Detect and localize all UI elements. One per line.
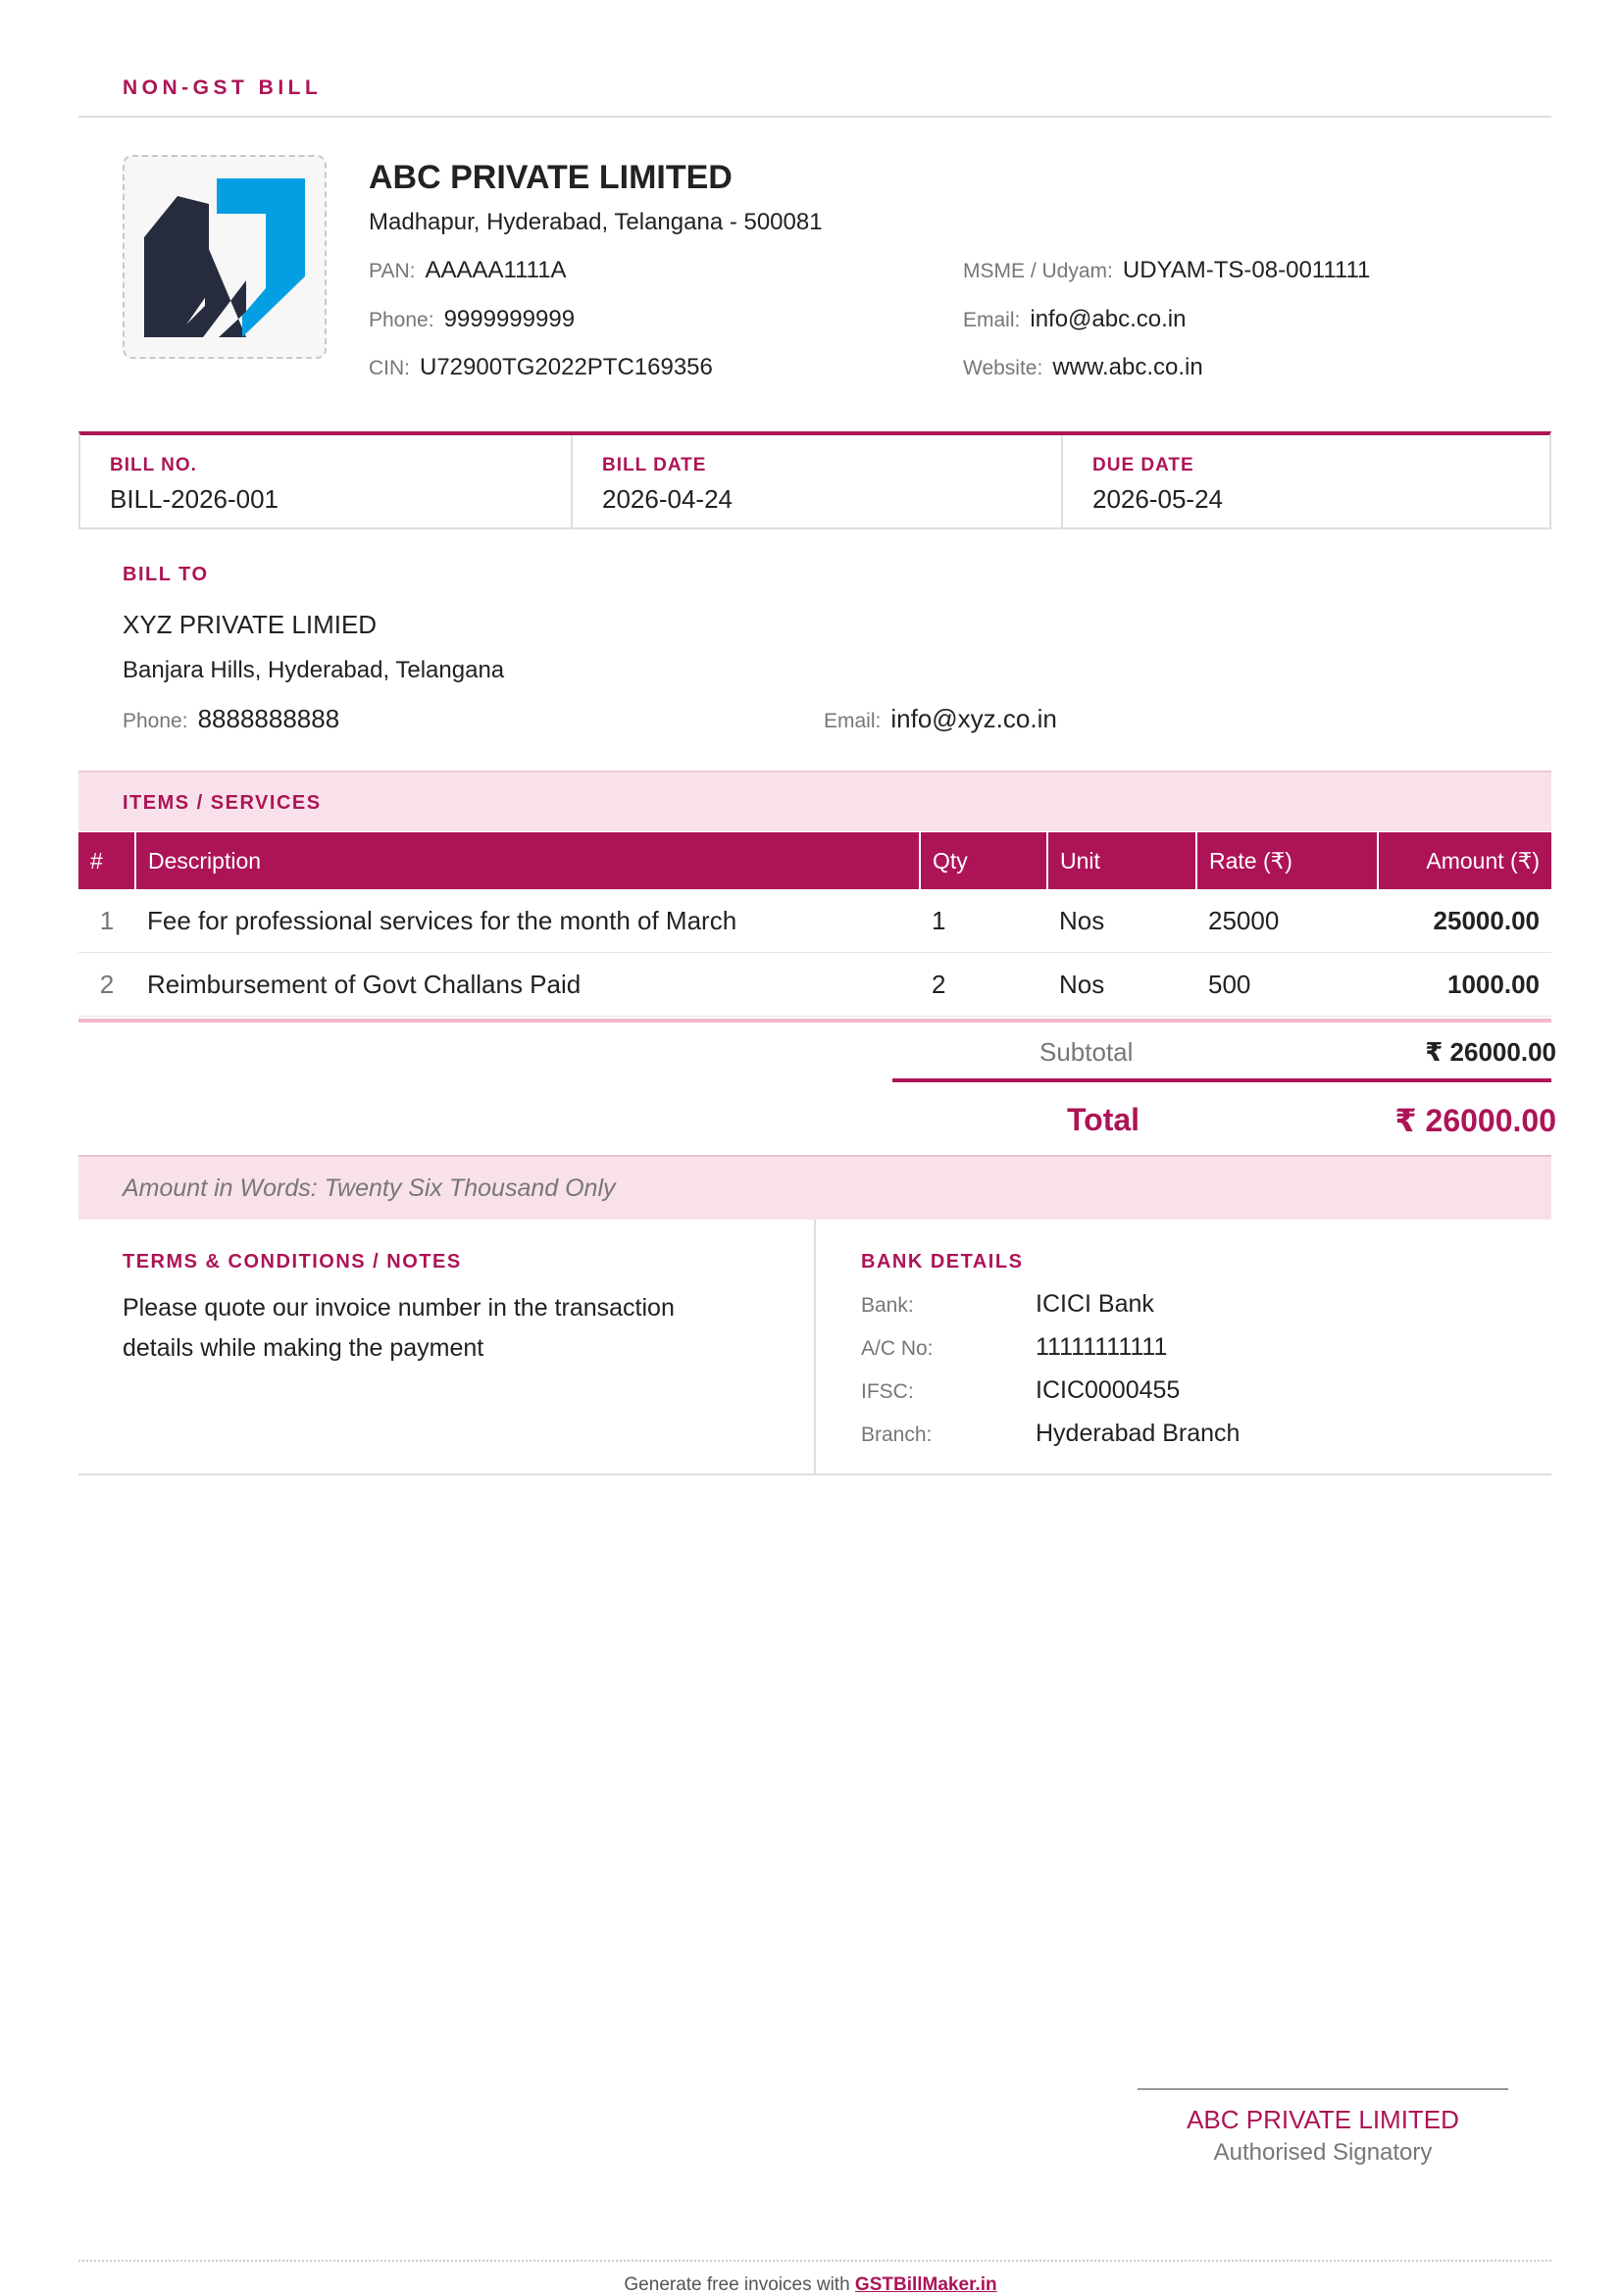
bill-no-label: BILL NO. <box>110 455 197 475</box>
bank-ifsc-row <box>861 1376 1180 1405</box>
total-divider <box>892 1078 1551 1082</box>
bill-date-label: BILL DATE <box>602 455 707 475</box>
client-phone-value: 8888888888 <box>197 704 340 733</box>
due-date-cell <box>1061 435 1549 527</box>
items-table-end-rule <box>78 1019 1551 1023</box>
bank-branch-value: Hyderabad Branch <box>1036 1420 1241 1447</box>
phone-value: 9999999999 <box>443 306 576 332</box>
bill-to-label: BILL TO <box>123 564 209 585</box>
company-logo-icon <box>144 178 305 337</box>
col-header-qty: Qty <box>920 832 1047 889</box>
bank-ifsc-value: ICIC0000455 <box>1036 1376 1181 1404</box>
bill-no-cell <box>80 435 571 527</box>
signature-line <box>1138 2088 1508 2090</box>
item-num: 2 <box>78 953 135 1017</box>
items-header-row <box>78 832 1551 889</box>
website-value: www.abc.co.in <box>1052 354 1203 380</box>
client-phone <box>123 704 339 734</box>
bank-ac-value: 11111111111 <box>1036 1333 1168 1361</box>
items-table <box>78 832 1551 1017</box>
terms-text: Please quote our invoice number in the transaction details while making the payment <box>123 1294 675 1362</box>
bank-ac-row <box>861 1333 1167 1362</box>
pan-label: PAN: <box>369 260 416 282</box>
terms-label: TERMS & CONDITIONS / NOTES <box>123 1251 462 1273</box>
bank-name-row <box>861 1290 1154 1319</box>
bank-details-label: BANK DETAILS <box>861 1251 1024 1273</box>
col-header-num: # <box>78 832 135 889</box>
item-qty: 2 <box>920 953 1047 1017</box>
amount-in-words-band <box>78 1155 1551 1220</box>
msme-value: UDYAM-TS-08-0011111 <box>1122 257 1371 283</box>
item-unit: Nos <box>1047 953 1196 1017</box>
cin-label: CIN: <box>369 357 410 379</box>
total-value: ₹ 26000.00 <box>1394 1103 1556 1138</box>
bill-date-value: 2026-04-24 <box>602 484 733 514</box>
due-date-value: 2026-05-24 <box>1092 484 1223 514</box>
company-website <box>963 354 1203 381</box>
items-section-header <box>78 771 1551 831</box>
item-amount: 25000.00 <box>1378 889 1551 953</box>
footer-link[interactable]: GSTBillMaker.in <box>854 2274 997 2295</box>
col-header-description: Description <box>135 832 920 889</box>
bank-branch-label: Branch: <box>861 1423 933 1446</box>
client-phone-label: Phone: <box>123 710 188 732</box>
item-qty: 1 <box>920 889 1047 953</box>
signature-role: Authorised Signatory <box>1213 2139 1433 2166</box>
email-label: Email: <box>963 309 1021 331</box>
details-bottom-divider <box>78 1473 1551 1475</box>
signature-company: ABC PRIVATE LIMITED <box>1187 2105 1459 2134</box>
company-logo <box>123 155 327 359</box>
document-type-label: NON-GST BILL <box>123 76 323 99</box>
client-name: XYZ PRIVATE LIMIED <box>123 610 378 639</box>
website-label: Website: <box>963 357 1043 379</box>
client-email-label: Email: <box>824 710 882 732</box>
client-address: Banjara Hills, Hyderabad, Telangana <box>123 657 505 683</box>
company-msme <box>963 257 1370 284</box>
header-divider <box>78 116 1551 118</box>
bank-name-label: Bank: <box>861 1294 914 1317</box>
table-row <box>78 953 1551 1017</box>
bill-no-value: BILL-2026-001 <box>110 484 279 514</box>
table-row <box>78 889 1551 953</box>
footer-text: Generate free invoices with <box>624 2274 855 2295</box>
footer-divider <box>78 2260 1551 2262</box>
bank-ifsc-label: IFSC: <box>861 1380 914 1403</box>
company-phone <box>369 306 575 333</box>
company-pan <box>369 257 567 284</box>
terms-bank-divider <box>814 1220 816 1474</box>
company-address: Madhapur, Hyderabad, Telangana - 500081 <box>369 209 823 235</box>
company-email <box>963 306 1186 333</box>
bank-name-value: ICICI Bank <box>1036 1290 1154 1318</box>
cin-value: U72900TG2022PTC169356 <box>420 354 713 380</box>
item-num: 1 <box>78 889 135 953</box>
client-email-value: info@xyz.co.in <box>890 704 1057 733</box>
item-description: Reimbursement of Govt Challans Paid <box>135 953 920 1017</box>
msme-label: MSME / Udyam: <box>963 260 1113 282</box>
phone-label: Phone: <box>369 309 434 331</box>
bill-meta-strip <box>78 431 1551 529</box>
bill-date-cell <box>571 435 1061 527</box>
item-unit: Nos <box>1047 889 1196 953</box>
bank-ac-label: A/C No: <box>861 1337 934 1360</box>
col-header-unit: Unit <box>1047 832 1196 889</box>
item-rate: 25000 <box>1196 889 1378 953</box>
subtotal-value: ₹ 26000.00 <box>1425 1037 1556 1067</box>
col-header-amount: Amount (₹) <box>1378 832 1551 889</box>
email-value: info@abc.co.in <box>1030 306 1187 332</box>
amount-in-words: Amount in Words: Twenty Six Thousand Only <box>123 1174 616 1202</box>
total-label: Total <box>1067 1102 1140 1137</box>
due-date-label: DUE DATE <box>1092 455 1194 475</box>
item-description: Fee for professional services for the month of March <box>135 889 920 953</box>
company-cin <box>369 354 713 381</box>
company-name: ABC PRIVATE LIMITED <box>369 159 733 196</box>
pan-value: AAAAA1111A <box>425 257 567 283</box>
bank-branch-row <box>861 1420 1240 1448</box>
col-header-rate: Rate (₹) <box>1196 832 1378 889</box>
subtotal-label: Subtotal <box>1039 1037 1134 1067</box>
item-rate: 500 <box>1196 953 1378 1017</box>
client-email <box>824 704 1057 734</box>
item-amount: 1000.00 <box>1378 953 1551 1017</box>
items-section-label: ITEMS / SERVICES <box>123 792 322 814</box>
